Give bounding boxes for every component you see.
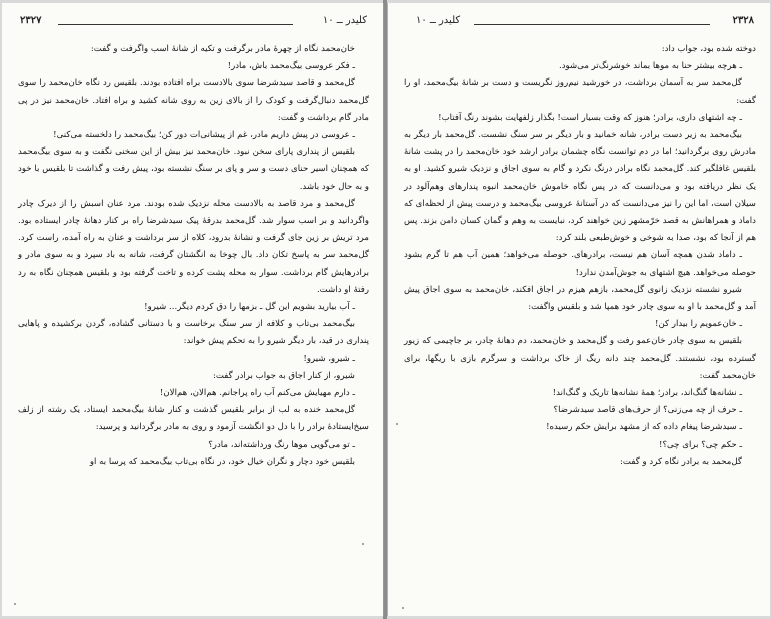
page-number: ۲۳۲۷ bbox=[20, 15, 42, 26]
running-title: کلیدر ــ ۱۰ bbox=[416, 15, 461, 26]
paragraph: بیگ‌محمد بی‌تاب و کلافه از سر سنگ برخاست و با دستانی گشاده، گردن برکشیده و پاهایی پنداری در قید، بار دیگر شیرو را به تحکم پیش خواند: bbox=[18, 319, 369, 347]
dialogue-line: ـ داماد شدن همچه آسان هم نیست، برادرهای. حوصله می‌خواهد؛ همین آب هم تا گرم بشود حوصله می‌خواهد. هیچ اشتهای به جوش‌آمدن ندارد! bbox=[404, 250, 756, 278]
dialogue-line: ـ تو می‌گویی موها رنگ ورداشته‌اند، مادر؟ bbox=[208, 439, 355, 450]
dialogue-line: ـ هرچه بیشتر حنا به موها بماند خوشرنگ‌تر می‌شود. bbox=[558, 61, 742, 72]
paragraph: گل‌محمد به برادر نگاه کرد و گفت: bbox=[620, 456, 742, 467]
dialogue-line: ـ چه اشتهای داری، برادر؛ هنوز که وقت بسیار است! بگذار زلفهایت بشوند رنگ آفتاب! bbox=[438, 112, 742, 123]
paragraph: شیرو نشسته نزدیک زانوی گل‌محمد، بازهم هیزم در اجاق افکند، خان‌محمد به سوی اجاق پیش آمد و گل‌محمد با او به سوی چادر خود همپا شد و بلقیس واگفت: bbox=[404, 284, 756, 313]
header-rule bbox=[474, 24, 710, 25]
scan-speckle bbox=[362, 543, 364, 545]
header-rule bbox=[58, 24, 293, 25]
dialogue-line: ـ حکم چی؟ برای چی؟! bbox=[659, 439, 742, 450]
page-header bbox=[406, 15, 754, 31]
dialogue-line: ـ عروسی در پیش داریم مادر، غم از پیشانی‌ات دور کن؛ بیگ‌محمد را دلخسته می‌کنی! bbox=[53, 130, 355, 141]
right-page bbox=[387, 3, 770, 616]
left-page bbox=[2, 3, 384, 616]
paragraph: شیرو، از کنار اجاق به جواب برادر گفت: bbox=[212, 370, 355, 381]
dialogue-line: ـ نشانه‌ها گنگ‌اند، برادر؛ همهٔ نشانه‌ها تاریک و گنگ‌اند! bbox=[552, 388, 742, 399]
paragraph: بلقیس خود دچار و نگران خیال خود، در نگاه بی‌تاب بیگ‌محمد که پرسا به او bbox=[89, 456, 355, 467]
paragraph: گل‌محمد و مرد قاصد به بالادست محله نزدیک شده بودند. مرد عنان اسبش را از دیرک چادر واگردانید و بر اسب سوار شد. گل‌محمد بدرقهٔ پیک سیدشرضا راه بر کنار دهانهٔ چادر ایستاده بود. مرد تریش بر زین جای گرفت و نشانهٔ بدرود، کلاه از سر برداشت و عنان به راه آمده، راست کرد. گل‌محمد سر به پاسخ تکان داد. بال چوخا به انگشتان گرفت، شانه به باد سپرد و به سوی مادر و برادرهایش گام برداشت. سوار به محله پشت کرده و تاخت گرفته بود و بلقیس همچنان نگاه به رد رفتهٔ او داشت. bbox=[18, 198, 369, 295]
page-header bbox=[20, 15, 367, 31]
paragraph: خان‌محمد نگاه از چهرهٔ مادر برگرفت و تکیه از شانهٔ اسب واگرفت و گفت: bbox=[90, 44, 355, 54]
dialogue-line: ـ خان‌عمویم را بیدار کن! bbox=[655, 319, 742, 330]
page-body-text bbox=[404, 41, 756, 471]
scan-speckle bbox=[14, 603, 16, 605]
dialogue-line: ـ حرف از چه می‌زنی؟ از حرف‌های قاصد سیدشرضا؟ bbox=[553, 405, 742, 416]
running-title: کلیدر ــ ۱۰ bbox=[322, 15, 367, 26]
paragraph: دوخته شده بود، جواب داد: bbox=[661, 44, 756, 54]
paragraph: بلقیس از پنداری پارای سخن نبود. خان‌محمد نیز بیش از این سخنی نگفت و به سوی بیگ‌محمد که همچنان اسیر حنای دست و سر و پای بر سنگ نشسته بود، پیش رفت و گذاشت تا بلقیس با خود و به حال خود باشد. bbox=[18, 147, 369, 192]
dialogue-line: ـ فکر عروسی بیگ‌محمد باش، مادر! bbox=[227, 61, 355, 72]
paragraph: بلقیس به سوی چادر خان‌عمو رفت و گل‌محمد و خان‌محمد، دم دهانهٔ چادر، بر جاچیمی که زیور گسترده بود، نشستند. گل‌محمد چند دانه ریگ از خاک برداشت و سرگرم بازی با ریگها، برای خان‌محمد گفت: bbox=[404, 336, 756, 381]
dialogue-line: ـ سیدشرضا پیغام داده که از مشهد برایش حکم رسیده! bbox=[546, 422, 742, 433]
dialogue-line: ـ آب بیارید بشویم این گل ـ بزمها را دق کردم دیگر... شیرو! bbox=[144, 302, 355, 313]
page-body-text bbox=[18, 41, 369, 471]
dialogue-line: ـ شیرو، شیرو! bbox=[303, 353, 355, 364]
page-number: ۲۳۲۸ bbox=[732, 15, 754, 26]
scan-speckle bbox=[396, 423, 398, 425]
paragraph: گل‌محمد و قاصد سیدشرضا سوی بالادست براه افتاده بودند. بلقیس رد نگاه خان‌محمد را سوی گل‌محمد دنبال‌گرفت و کودک را از بالای زین به روی شانه کشید و براه افتاد. خان‌محمد نیز در پی مادر گام برداشت و گفت: bbox=[18, 78, 369, 123]
paragraph: گل‌محمد سر به آسمان برداشت، در خورشید نیم‌روز نگریست و دست بر شانهٔ بیگ‌محمد، او را گفت: bbox=[404, 78, 756, 106]
dialogue-line: ـ دارم مهیایش می‌کنم آب راه پرا‌جانم. هم‌الان، هم‌الان! bbox=[159, 388, 355, 399]
paragraph: گل‌محمد خنده به لب از برابر بلقیس گذشت و کنار شانهٔ بیگ‌محمد ایستاد، یک رشته از زلف سیخ‌ایستادهٔ برادر را با دل دو انگشت آزمود و روی به مادر برگردانید و پرسید: bbox=[18, 405, 369, 433]
paragraph: بیگ‌محمد به زیر دست برادر، شانه خمانید و بار دیگر بر سر سنگ نشست. گل‌محمد بار دیگر به مادرش روی برگردانید؛ اما در دم توانست نگاه چشمان برادر ارشد خود خان‌محمد را در پشت شانهٔ بلقیس غافلگیر کند. گل‌محمد نگاه برادر درنگ نکرد و گام به سوی اجاق و نزدیک شیرو کشید. او به یک نظر دریافته بود و می‌دانست که در پس نگاه خاموش خان‌محمد انبوه پندارهای وهم‌آلود در سیلان است، اما این را نیز می‌دانست که در آستانهٔ عروسی بیگ‌محمد و درست پیش از لحظه‌ای که داماد و همراهانش به قصد خرّمشهر زین خواهند کرد، نبایست به وهم و گمان کسان دامن بزند. پس هم از آنجا که بود، صدا به شوخی و خوش‌طبعی بلند کرد: bbox=[404, 130, 756, 244]
scan-speckle bbox=[402, 607, 404, 609]
